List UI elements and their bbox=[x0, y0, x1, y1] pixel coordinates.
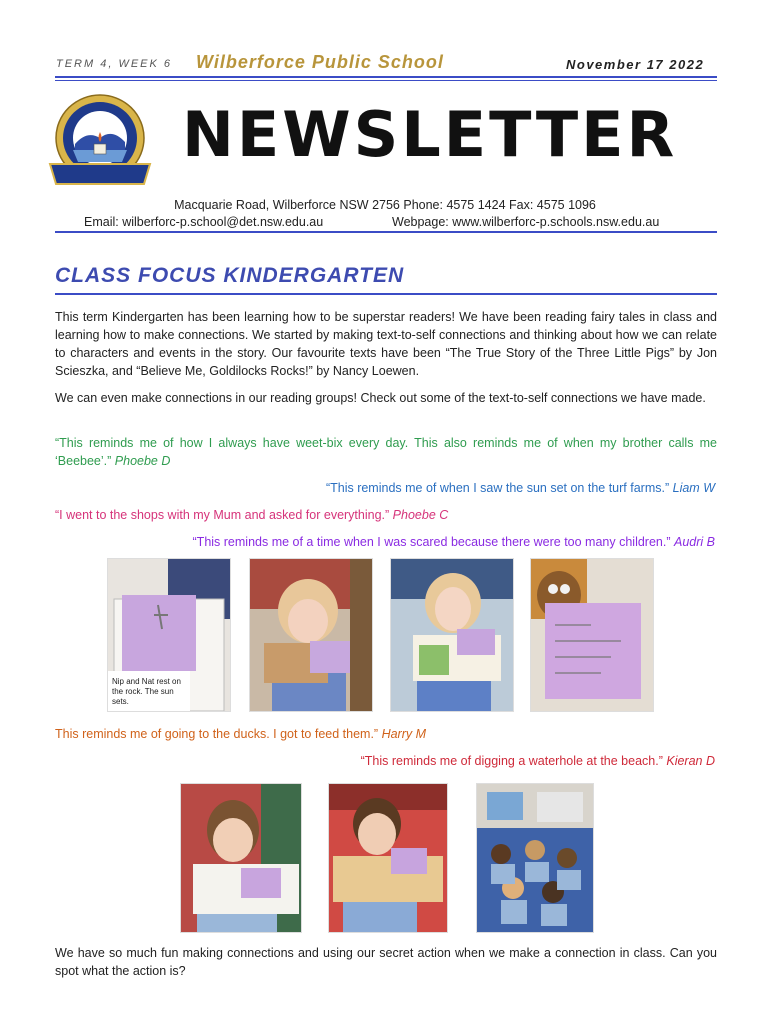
photo-child-with-book-3 bbox=[390, 558, 514, 712]
school-email: Email: wilberforc-p.school@det.nsw.edu.au bbox=[84, 215, 324, 229]
reading-groups-paragraph: We can even make connections in our reading groups! Check out some of the text-to-self connections we have made. bbox=[55, 391, 706, 405]
quote-phoebe-d bbox=[55, 434, 717, 470]
quote-text: “This reminds me of how I always have weet-bix every day. This also reminds me of when my brother calls me ‘Beebee’.” bbox=[55, 436, 717, 468]
header-rule-bottom bbox=[55, 231, 717, 233]
quote-author: Audri B bbox=[674, 535, 715, 549]
photo-child-with-book-4 bbox=[180, 783, 302, 933]
quote-audri-b bbox=[193, 533, 715, 551]
quote-author: Liam W bbox=[672, 481, 715, 495]
quote-text: “This reminds me of a time when I was scared because there were too many children.” bbox=[192, 535, 671, 549]
quote-harry-m bbox=[55, 725, 426, 743]
quote-author: Harry M bbox=[381, 727, 427, 741]
quote-text: “This reminds me of when I saw the sun set on the turf farms.” bbox=[325, 481, 670, 495]
closing-paragraph: We have so much fun making connections and using our secret action when we make a connection in class. Can you spot what the action is? bbox=[55, 946, 717, 978]
school-logo bbox=[42, 92, 158, 192]
header-rule-top bbox=[55, 76, 717, 78]
quote-phoebe-c bbox=[55, 506, 448, 524]
quote-text: “I went to the shops with my Mum and asked for everything.” bbox=[55, 508, 390, 522]
quote-text: This reminds me of going to the ducks. I got to feed them.” bbox=[55, 727, 379, 741]
quote-text: “This reminds me of digging a waterhole at the beach.” bbox=[360, 754, 663, 768]
quote-author: Phoebe C bbox=[392, 508, 449, 522]
book-page-caption: Nip and Nat rest on the rock. The sun sets. bbox=[112, 677, 181, 706]
school-address: Macquarie Road, Wilberforce NSW 2756 Phone: 4575 1424 Fax: 4575 1096 bbox=[174, 198, 596, 212]
photo-child-with-book-5 bbox=[328, 783, 448, 933]
intro-paragraph: This term Kindergarten has been learning how to be superstar readers! We have been reading fairy tales in class and learning how to make connections. We started by making text-to-self connections and thinking about how we can relate to characters and events in the story. Our favourite texts have been “The True Story of the Three Little Pigs” by Jon Scieszka, and “Believe Me, Goldilocks Rocks!” by Nancy Loewen. bbox=[55, 310, 717, 378]
section-rule bbox=[55, 293, 717, 295]
quote-liam-w bbox=[326, 479, 715, 497]
newsletter-title: NEWSLETTER bbox=[182, 98, 678, 171]
photo-child-with-book-1 bbox=[107, 558, 231, 712]
school-webpage: Webpage: www.wilberforc-p.schools.nsw.edu.au bbox=[392, 215, 660, 229]
photo-child-with-book-2 bbox=[249, 558, 373, 712]
school-name: Wilberforce Public School bbox=[196, 52, 444, 72]
header-rule-top-thin bbox=[55, 80, 717, 81]
section-title: CLASS FOCUS KINDERGARTEN bbox=[55, 264, 405, 287]
quote-author: Phoebe D bbox=[114, 454, 171, 468]
quote-author: Kieran D bbox=[666, 754, 715, 768]
photo-book-with-note bbox=[530, 558, 654, 712]
term-week-label: TERM 4, WEEK 6 bbox=[56, 58, 173, 70]
quote-kieran-d bbox=[361, 752, 715, 770]
newsletter-date: November 17 2022 bbox=[566, 57, 705, 72]
photo-class-on-carpet bbox=[476, 783, 594, 933]
